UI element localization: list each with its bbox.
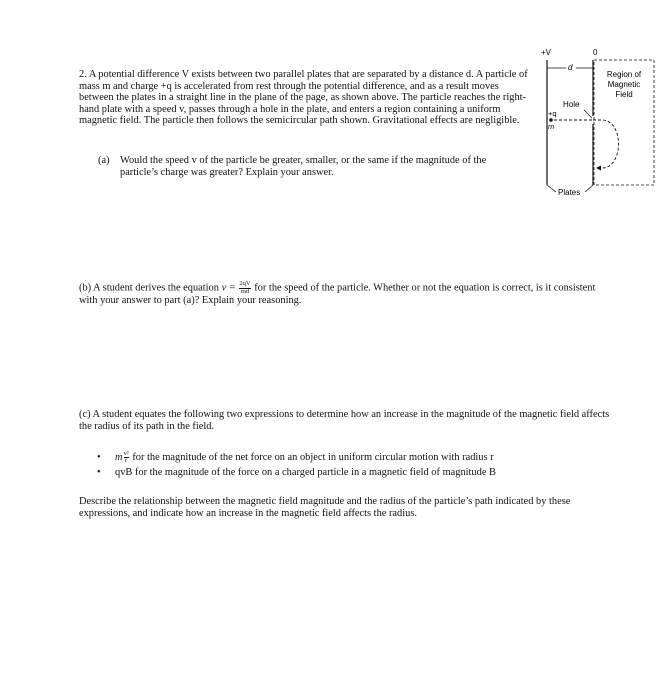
plates-pointer-right: [585, 185, 593, 192]
part-b-eq-numerator: 2qV: [239, 280, 251, 287]
bullet-numerator: v²: [123, 449, 129, 457]
part-b-eq-denominator: md: [240, 287, 250, 295]
part-c-text: (c) A student equates the following two expressions to determine how an increase in the magnitude of the magnetic field affects the radius of its path in the field.: [79, 409, 610, 432]
part-c-bullets: [97, 450, 557, 480]
plates-diagram: [530, 40, 660, 210]
semicircular-path: [593, 120, 619, 168]
problem-intro: 2. A potential difference V exists between two parallel plates that are separated by a distance d. A particle of mass m and charge +q is accelerated from rest through the potential difference, and as a result moves between the plates in a straight line in the plane of the page, as shown above. The particle reaches the right-hand plate with a speed v, passes through a hole in the plate, and enters a region containing a uniform magnetic field. The particle then follows the semicircular path shown. Gravitational effects are negligible.: [79, 69, 528, 127]
hole-pointer: [584, 110, 592, 118]
charge-label: +q: [548, 109, 557, 118]
part-b-suffix: for the speed of the particle. Whether or not the equation is correct, is it consistent with your answer to part (a)? Explain your reasoning.: [79, 282, 596, 306]
bullet-pre: m: [115, 452, 123, 463]
part-b-eq-fraction: [239, 281, 250, 295]
part-a-text: Would the speed v of the particle be greater, smaller, or the same if the magnitude of the particle’s charge was greater? Explain your answer.: [120, 155, 487, 178]
part-a: [98, 155, 518, 178]
bullet-dot: •: [97, 452, 101, 463]
path-arrow: [596, 166, 601, 171]
part-b: [79, 281, 599, 307]
mass-label: m: [548, 122, 555, 131]
bullet-item: [97, 465, 557, 480]
part-a-label: (a): [98, 155, 110, 166]
plus-v-label: +V: [541, 48, 552, 57]
bullet-text: for the magnitude of the net force on an object in uniform circular motion with radius r: [132, 452, 494, 463]
bullet-text: qvB for the magnitude of the force on a charged particle in a magnetic field of magnitude B: [115, 467, 496, 478]
bullet-dot: •: [97, 467, 101, 478]
region-label-2: Magnetic: [607, 80, 641, 89]
part-b-eq-lhs: v =: [221, 282, 236, 294]
part-b-prefix: (b) A student derives the equation: [79, 282, 219, 294]
d-label: d: [568, 63, 573, 72]
bullet-denominator: r: [125, 457, 128, 465]
bullet-item: [97, 450, 557, 465]
region-label-1: Region of: [606, 70, 642, 79]
hole-label: Hole: [563, 100, 580, 109]
zero-label: 0: [593, 48, 598, 57]
region-label-3: Field: [615, 90, 633, 99]
plates-label: Plates: [558, 188, 581, 197]
bullet-fraction: [124, 451, 129, 465]
plates-pointer-left: [547, 185, 556, 192]
part-c-closing: Describe the relationship between the magnetic field magnitude and the radius of the particle’s path indicated by these expressions, and indicate how an increase in the magnetic field affects the radius.: [79, 496, 571, 519]
